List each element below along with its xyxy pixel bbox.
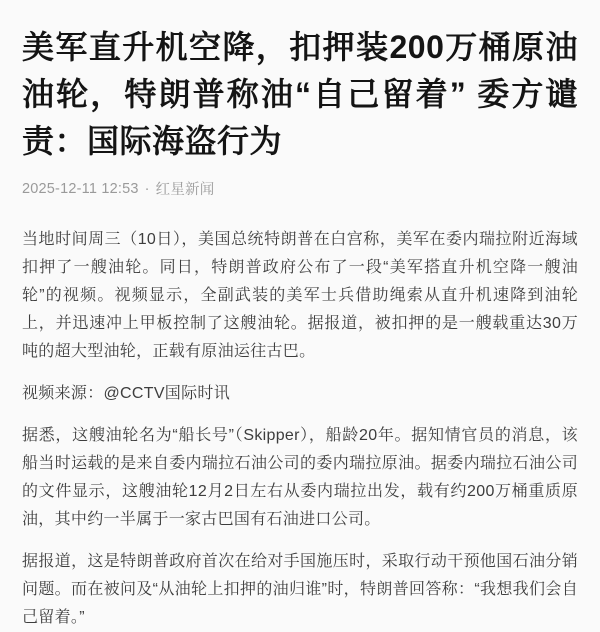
meta-separator: · [144,180,150,197]
article-meta [22,178,578,199]
source-name: 红星新闻 [155,182,215,198]
publish-timestamp: 2025-12-11 12:53 [22,180,139,197]
video-source-line: 视频来源：@CCTV国际时讯 [22,385,230,402]
body-paragraph-1: 当地时间周三（10日），美国总统特朗普在白宫称，美军在委内瑞拉附近海域扣押了一艘油轮。同日，特朗普政府公布了一段“美军搭直升机空降一艘油轮”的视频。视频显示，全副武装的美军士兵借助绳索从直升机速降到油轮上，并迅速冲上甲板控制了这艘油轮。据报道，被扣押的是一艘载重达30万吨的超大型油轮，正载有原油运往古巴。 [22,231,578,360]
body-paragraph-2: 据悉，这艘油轮名为“船长号”（Skipper），船龄20年。据知情官员的消息，该船当时运载的是来自委内瑞拉石油公司的委内瑞拉原油。据委内瑞拉石油公司的文件显示，这艘油轮12月2日左右从委内瑞拉出发，载有约200万桶重质原油，其中约一半属于一家古巴国有石油进口公司。 [22,427,578,528]
article-body [22,226,578,632]
news-article [0,24,600,632]
article-headline: 美军直升机空降，扣押装200万桶原油油轮，特朗普称油“自己留着” 委方谴责：国际海盗行为 [22,29,578,159]
body-paragraph-3: 据报道，这是特朗普政府首次在给对手国施压时，采取行动干预他国石油分销问题。而在被问及“从油轮上扣押的油归谁”时，特朗普回答称：“我想我们会自己留着。” [22,553,578,626]
